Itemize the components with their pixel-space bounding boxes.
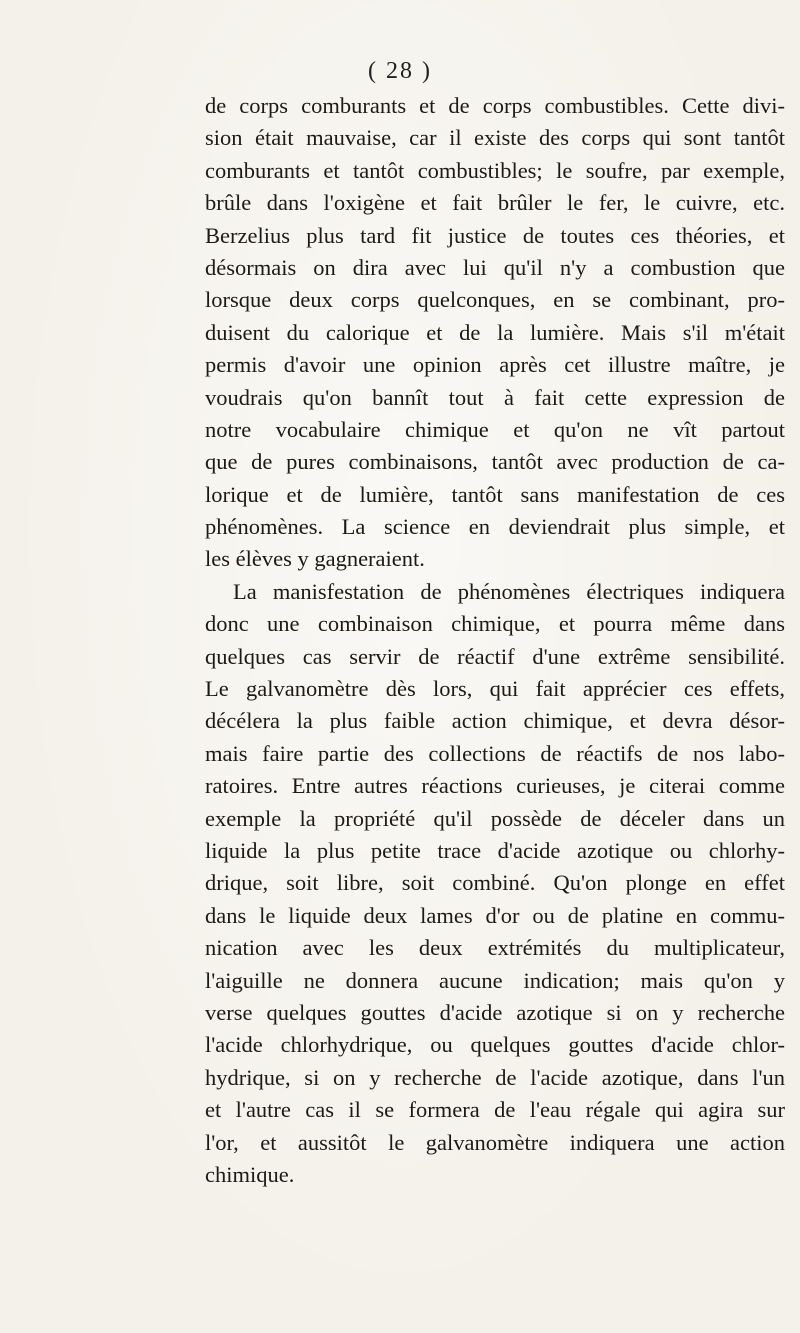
- text-line: verse quelques gouttes d'acide azotique si on y recherche: [205, 999, 785, 1025]
- text-line: ratoires. Entre autres réactions curieuses, je citerai comme: [205, 773, 785, 799]
- text-line: chimique.: [205, 1161, 295, 1187]
- text-line: l'aiguille ne donnera aucune indication; mais qu'on y: [205, 967, 785, 993]
- text-line: notre vocabulaire chimique et qu'on ne vît partout: [205, 416, 785, 442]
- text-line: Berzelius plus tard fit justice de toutes ces théories, et: [205, 222, 785, 248]
- text-line: de corps comburants et de corps combustibles. Cette divi-: [205, 93, 785, 118]
- text-line: quelques cas servir de réactif d'une extrême sensibilité.: [205, 643, 785, 669]
- text-line: sion était mauvaise, car il existe des corps qui sont tantôt: [205, 125, 785, 151]
- text-line: et l'autre cas il se formera de l'eau régale qui agira sur: [205, 1097, 785, 1123]
- text-line: mais faire partie des collections de réactifs de nos labo-: [205, 740, 785, 766]
- text-line: les élèves y gagneraient.: [205, 546, 425, 572]
- text-line: dans le liquide deux lames d'or ou de platine en commu-: [205, 902, 785, 928]
- text-line: exemple la propriété qu'il possède de déceler dans un: [205, 805, 785, 831]
- text-line: donc une combinaison chimique, et pourra même dans: [205, 611, 785, 637]
- text-line: drique, soit libre, soit combiné. Qu'on plonge en effet: [205, 870, 785, 896]
- text-line: désormais on dira avec lui qu'il n'y a combustion que: [205, 254, 785, 280]
- text-line: brûle dans l'oxigène et fait brûler le fer, le cuivre, etc.: [205, 190, 785, 216]
- text-line: Le galvanomètre dès lors, qui fait apprécier ces effets,: [205, 676, 785, 702]
- text-line: lorsque deux corps quelconques, en se combinant, pro-: [205, 287, 785, 313]
- text-line: voudrais qu'on bannît tout à fait cette expression de: [205, 384, 785, 410]
- text-line: hydrique, si on y recherche de l'acide azotique, dans l'un: [205, 1064, 785, 1090]
- text-line: décélera la plus faible action chimique, et devra désor-: [205, 708, 785, 734]
- text-line: liquide la plus petite trace d'acide azotique ou chlorhy-: [205, 837, 785, 863]
- text-line: phénomènes. La science en deviendrait plus simple, et: [205, 514, 785, 540]
- text-line: nication avec les deux extrémités du multiplicateur,: [205, 935, 785, 961]
- text-line: La manisfestation de phénomènes électriques indiquera: [233, 578, 785, 604]
- text-line: lorique et de lumière, tantôt sans manifestation de ces: [205, 481, 785, 507]
- text-line: que de pures combinaisons, tantôt avec production de ca-: [205, 449, 785, 475]
- text-line: duisent du calorique et de la lumière. Mais s'il m'était: [205, 319, 785, 345]
- text-line: l'or, et aussitôt le galvanomètre indiquera une action: [205, 1129, 785, 1155]
- text-line: comburants et tantôt combustibles; le soufre, par exemple,: [205, 157, 785, 183]
- body-text: [205, 90, 785, 1191]
- text-line: permis d'avoir une opinion après cet illustre maître, je: [205, 352, 785, 378]
- text-line: l'acide chlorhydrique, ou quelques gouttes d'acide chlor-: [205, 1032, 785, 1058]
- page-number: ( 28 ): [368, 58, 432, 84]
